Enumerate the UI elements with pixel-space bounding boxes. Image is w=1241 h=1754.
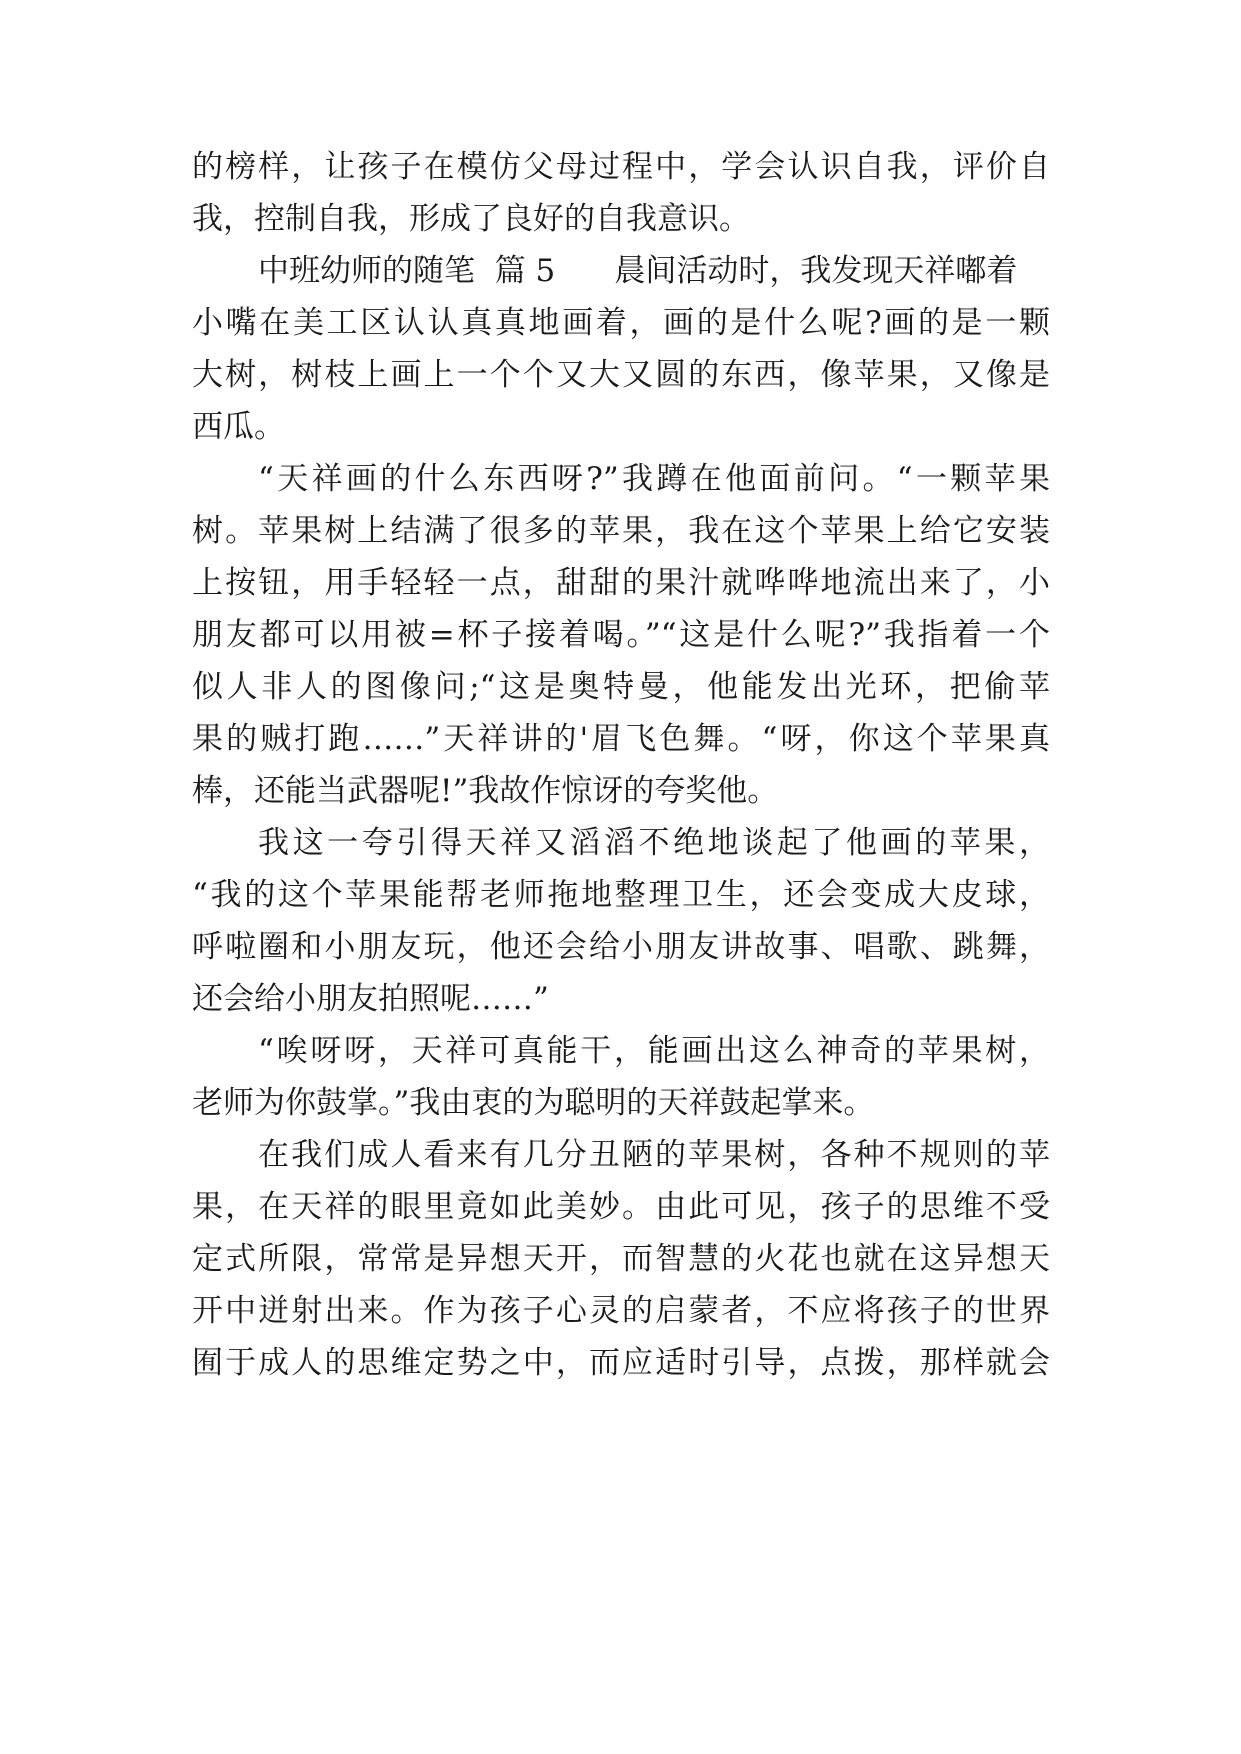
text-line: 果，在天祥的眼里竟如此美妙。由此可见，孩子的思维不受 <box>192 1189 1050 1225</box>
text-line: 上按钮，用手轻轻一点，甜甜的果汁就哗哗地流出来了，小 <box>192 565 1050 601</box>
text-line: 在我们成人看来有几分丑陋的苹果树，各种不规则的苹 <box>258 1137 1050 1173</box>
text-line: 小嘴在美工区认认真真地画着，画的是什么呢?画的是一颗 <box>192 305 1050 341</box>
text-line: 定式所限，常常是异想天开，而智慧的火花也就在这异想天 <box>192 1241 1050 1277</box>
text-line: 大树，树枝上画上一个个又大又圆的东西，像苹果，又像是 <box>192 357 1050 393</box>
text-line: 呼啦圈和小朋友玩，他还会给小朋友讲故事、唱歌、跳舞， <box>192 929 1050 965</box>
text-line: “我的这个苹果能帮老师拖地整理卫生，还会变成大皮球， <box>192 877 1050 913</box>
text-line: 囿于成人的思维定势之中，而应适时引导，点拨，那样就会 <box>192 1345 1050 1381</box>
text-line: 树。苹果树上结满了很多的苹果，我在这个苹果上给它安装 <box>192 513 1050 549</box>
text-line: 西瓜。 <box>192 409 285 445</box>
text-line: 似人非人的图像问;“这是奥特曼，他能发出光环，把偷苹 <box>192 669 1050 705</box>
text-line: 开中迸射出来。作为孩子心灵的启蒙者，不应将孩子的世界 <box>192 1293 1050 1329</box>
text-line: 果的贼打跑……”天祥讲的'眉飞色舞。“呀，你这个苹果真 <box>192 721 1050 757</box>
text-line: 我，控制自我，形成了良好的自我意识。 <box>192 201 750 237</box>
text-line: 棒，还能当武器呢!”我故作惊讶的夸奖他。 <box>192 773 779 809</box>
text-line: 朋友都可以用被=杯子接着喝。”“这是什么呢?”我指着一个 <box>192 617 1050 653</box>
text-line: 老师为你鼓掌。”我由衷的为聪明的天祥鼓起掌来。 <box>192 1085 875 1121</box>
section-heading: 中班幼师的随笔 篇 5 晨间活动时，我发现天祥嘟着 <box>258 253 1018 289</box>
text-line: 我这一夸引得天祥又滔滔不绝地谈起了他画的苹果， <box>258 825 1050 861</box>
text-line: “天祥画的什么东西呀?”我蹲在他面前问。“一颗苹果 <box>258 461 1050 497</box>
text-line: 还会给小朋友拍照呢……” <box>192 981 549 1017</box>
text-line: “唉呀呀，天祥可真能干，能画出这么神奇的苹果树， <box>258 1033 1050 1069</box>
text-line: 的榜样，让孩子在模仿父母过程中，学会认识自我，评价自 <box>192 149 1050 185</box>
